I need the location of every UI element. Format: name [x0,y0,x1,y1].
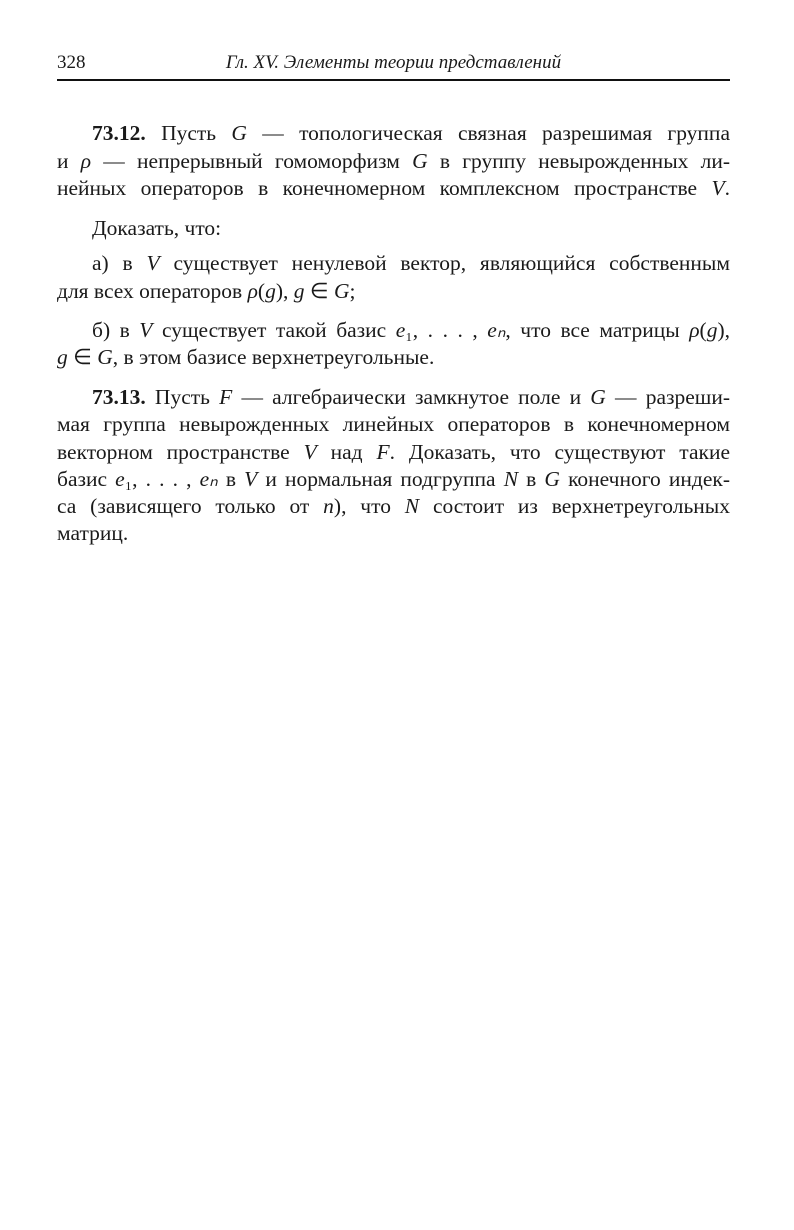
math-symbol: ₙ [496,318,506,342]
math-symbol: F [376,440,390,464]
math-symbol: e [487,318,497,342]
text-run: существует такой базис [152,318,396,342]
text-run: ), что [333,494,405,518]
math-symbol: V [139,318,153,342]
text-line [92,215,730,241]
text-run: конечного индек- [559,467,730,491]
math-symbol: N [503,467,519,491]
math-symbol: g [265,279,276,303]
math-symbol: g [293,279,305,303]
text-run: ₁, . . . , [124,467,200,491]
text-run: — непрерывный гомоморфизм [91,149,413,173]
text-run: в [217,467,245,491]
text-line [92,250,730,276]
math-symbol: e [395,318,406,342]
math-symbol: V [244,467,258,491]
text-run: ₁, . . . , [405,318,488,342]
text-run: а) в [92,251,147,275]
text-run: ( [699,318,707,342]
math-symbol: g [57,345,68,369]
math-symbol: G [231,121,247,145]
text-run: в группу невырожденных ли- [427,149,731,173]
text-run: . Доказать, что существуют такие [389,440,730,464]
text-run: состоит из верхнетреугольных [419,494,731,518]
running-header [57,52,730,78]
text-line [57,344,730,370]
text-run: существует ненулевой вектор, являющийся собственным [159,251,730,275]
text-run: и [57,149,81,173]
text-run: — топологическая связная разрешимая группа [246,121,730,145]
math-symbol: ₙ [209,467,218,491]
text-line [57,278,730,304]
text-line [57,411,730,437]
math-symbol: F [219,385,233,409]
problem-number: 73.13. [92,385,146,409]
text-line [57,175,730,201]
math-symbol: e [199,467,210,491]
math-symbol: V [303,440,317,464]
text-run: — алгебраически замкнутое поле и [232,385,591,409]
running-title: Гл. XV. Элементы теории представлений [225,52,562,73]
math-symbol: G [412,149,428,173]
text-run: ; [349,279,356,303]
header-rule [57,79,730,81]
text-line [92,317,730,343]
math-symbol: N [404,494,420,518]
text-run: векторном пространстве [57,440,304,464]
problem-number: 73.12. [92,121,146,145]
text-run: нейных операторов в конечномерном комплексном пространстве [57,176,712,200]
text-line [92,384,730,410]
text-run: в [518,467,545,491]
text-run: мая группа невырожденных линейных операторов в конечномерном [57,412,730,436]
math-symbol: V [146,251,160,275]
text-run: базис [57,467,116,491]
text-run: . [724,176,730,200]
text-run: матриц. [57,521,129,545]
math-symbol: G [544,467,560,491]
math-symbol: ρ [80,149,92,173]
text-line [92,120,730,146]
text-run: са (зависящего только от [57,494,324,518]
math-symbol: n [323,494,334,518]
text-line [57,466,730,492]
math-symbol: ρ [689,318,700,342]
text-run: и нормальная подгруппа [257,467,504,491]
text-run: для всех операторов [57,279,248,303]
text-run: — разреши- [605,385,730,409]
math-symbol: G [590,385,606,409]
math-symbol: V [711,176,725,200]
text-line [57,520,730,546]
math-symbol: G [97,345,113,369]
text-run: ), [275,279,294,303]
text-run: Доказать, что: [92,216,222,240]
text-run: , в этом базисе верхнетреугольные. [112,345,435,369]
text-run: Пусть [145,385,220,409]
text-line [57,493,730,519]
math-symbol: e [115,467,125,491]
text-run: б) в [92,318,140,342]
text-run: ), [717,318,730,342]
text-run: ∈ [304,279,334,303]
text-run: , что все матрицы [505,318,690,342]
text-run: над [316,440,377,464]
text-run: ( [257,279,266,303]
math-symbol: ρ [247,279,258,303]
text-line [57,148,730,174]
math-symbol: G [333,279,350,303]
text-run: Пусть [145,121,232,145]
text-line [57,439,730,465]
page-number: 328 [57,52,86,73]
math-symbol: g [706,318,718,342]
text-run: ∈ [67,345,98,369]
